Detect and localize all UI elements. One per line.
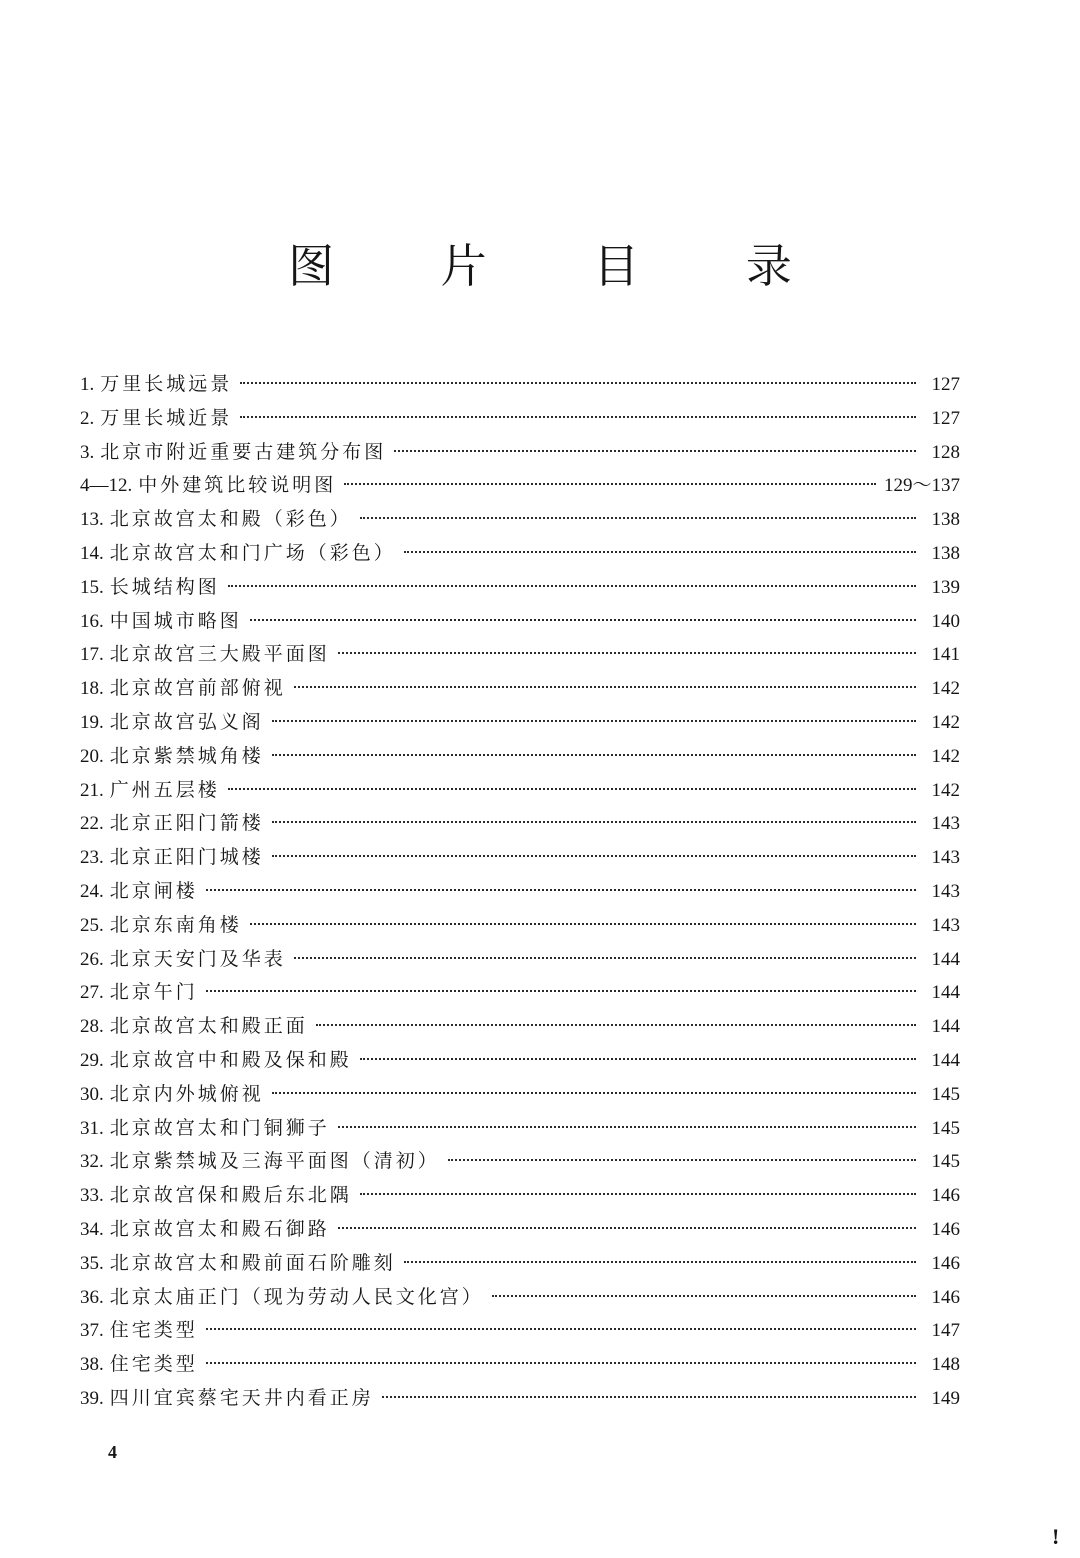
dot-leader [294,686,916,688]
entry-page: 145 [931,1083,960,1105]
dot-leader [272,1092,916,1094]
entry-page: 146 [931,1252,960,1274]
entry-title: 北京故宫前部俯视 [109,677,286,700]
toc-entry [80,1213,960,1247]
toc-entry [80,807,960,841]
entry-title: 北京故宫太和殿正面 [109,1015,308,1038]
dot-leader [206,1328,916,1330]
entry-number: 36. [80,1286,104,1308]
toc-entry [80,740,960,774]
entry-title: 住宅类型 [109,1353,198,1376]
entry-number: 16. [80,610,104,632]
entry-title: 北京内外城俯视 [109,1082,264,1105]
toc-entry [80,976,960,1010]
entry-page: 143 [931,880,960,902]
entry-page: 144 [931,1049,960,1071]
dot-leader [250,923,916,925]
margin-mark: ! [1052,1524,1060,1549]
entry-page: 144 [931,948,960,970]
entry-title: 中国城市略图 [109,609,242,632]
entry-number: 14. [80,542,104,564]
entry-page: 145 [931,1117,960,1139]
toc-entry [80,402,960,436]
dot-leader [338,1227,916,1229]
entry-title: 北京故宫保和殿后东北隅 [109,1184,352,1207]
entry-title: 北京故宫中和殿及保和殿 [109,1048,352,1071]
entry-page: 143 [931,813,960,835]
entry-page: 127 [931,407,960,429]
entry-number: 27. [80,982,104,1004]
entry-number: 25. [80,914,104,936]
entry-number: 31. [80,1117,104,1139]
dot-leader [404,1261,916,1263]
dot-leader [206,889,916,891]
entry-number: 13. [80,509,104,531]
entry-page: 139 [931,576,960,598]
entry-title: 北京故宫太和殿石御路 [109,1217,330,1240]
entry-number: 22. [80,813,104,835]
entry-page: 141 [931,644,960,666]
toc-entry [80,1348,960,1382]
entry-number: 35. [80,1252,104,1274]
dot-leader [316,1024,916,1026]
toc-entry [80,706,960,740]
entry-title: 北京故宫三大殿平面图 [109,643,330,666]
entry-number: 21. [80,779,104,801]
page-number: 4 [108,1442,117,1462]
toc-entry [80,638,960,672]
entry-page: 142 [931,745,960,767]
entry-page: 149 [931,1387,960,1409]
dot-leader [228,585,916,587]
entry-page: 144 [931,982,960,1004]
entry-number: 20. [80,745,104,767]
dot-leader [272,821,916,823]
entry-page: 147 [931,1320,960,1342]
dot-leader [492,1295,916,1297]
entry-number: 28. [80,1016,104,1038]
entry-title: 万里长城近景 [100,406,233,429]
toc-entry [80,943,960,977]
entry-number: 19. [80,711,104,733]
entry-number: 38. [80,1354,104,1376]
toc-entry [80,571,960,605]
entry-number: 18. [80,678,104,700]
toc-entry [80,1145,960,1179]
entry-number: 32. [80,1151,104,1173]
toc-entry [80,875,960,909]
entry-title: 北京午门 [109,981,198,1004]
entry-number: 34. [80,1218,104,1240]
dot-leader [206,1362,916,1364]
entry-title: 北京太庙正门（现为劳动人民文化宫） [109,1285,484,1308]
entry-page: 145 [931,1151,960,1173]
entry-page: 146 [931,1218,960,1240]
toc-entry [80,368,960,402]
entry-page: 146 [931,1185,960,1207]
dot-leader [360,517,916,519]
entry-title: 四川宜宾蔡宅天井内看正房 [109,1386,374,1409]
toc-entry [80,436,960,470]
dot-leader [394,450,916,452]
entry-title: 住宅类型 [109,1319,198,1342]
entry-number: 24. [80,880,104,902]
entry-page: 128 [931,441,960,463]
entry-page: 129～137 [883,475,960,497]
entry-title: 北京故宫弘义阁 [109,710,264,733]
entry-number: 2. [80,407,95,429]
dot-leader [338,652,916,654]
toc-entry [80,1044,960,1078]
entry-title: 长城结构图 [109,575,220,598]
entry-number: 37. [80,1320,104,1342]
toc-entry [80,1010,960,1044]
toc-entry [80,503,960,537]
entry-title: 北京正阳门箭楼 [109,812,264,835]
toc-entry [80,469,960,503]
entry-title: 广州五层楼 [109,778,220,801]
entry-title: 北京故宫太和殿前面石阶雕刻 [109,1251,396,1274]
dot-leader [250,619,916,621]
entry-number: 30. [80,1083,104,1105]
entry-number: 17. [80,644,104,666]
entry-number: 1. [80,374,95,395]
entry-page: 143 [931,847,960,869]
dot-leader [404,551,916,553]
entry-title: 中外建筑比较说明图 [138,474,337,497]
entry-title: 北京天安门及华表 [109,947,286,970]
page-title: 图 片 目 录 [288,238,838,293]
entry-title: 北京紫禁城及三海平面图（清初） [109,1150,440,1173]
dot-leader [344,483,876,485]
dot-leader [228,788,916,790]
entry-number: 29. [80,1049,104,1071]
entry-page: 138 [931,509,960,531]
entry-number: 4—12. [80,475,133,497]
toc-entry [80,1179,960,1213]
toc-entry [80,537,960,571]
dot-leader [272,855,916,857]
entry-number: 39. [80,1387,104,1409]
entry-page: 146 [931,1286,960,1308]
dot-leader [360,1193,916,1195]
entry-number: 26. [80,948,104,970]
entry-number: 3. [80,441,95,463]
entry-page: 140 [931,610,960,632]
entry-title: 北京闸楼 [109,879,198,902]
toc-entry [80,1078,960,1112]
dot-leader [448,1159,916,1161]
entry-title: 北京故宫太和殿（彩色） [109,508,352,531]
dot-leader [240,416,916,418]
toc-entry [80,605,960,639]
toc-entry [80,1247,960,1281]
dot-leader [272,754,916,756]
toc-entry [80,1314,960,1348]
toc-entry [80,1382,960,1416]
entry-number: 15. [80,576,104,598]
toc-entry [80,909,960,943]
dot-leader [360,1058,916,1060]
entry-title: 北京故宫太和门广场（彩色） [109,541,396,564]
toc-entry [80,774,960,808]
entry-page: 142 [931,779,960,801]
entry-page: 142 [931,678,960,700]
entry-title: 北京正阳门城楼 [109,846,264,869]
entry-page: 127 [931,374,960,395]
dot-leader [338,1126,916,1128]
entry-title: 北京东南角楼 [109,913,242,936]
dot-leader [206,990,916,992]
toc-entry [80,672,960,706]
toc-entry [80,1112,960,1146]
entry-page: 148 [931,1354,960,1376]
dot-leader [294,957,916,959]
dot-leader [272,720,916,722]
entry-page: 138 [931,542,960,564]
toc-entry [80,1281,960,1315]
entry-title: 万里长城远景 [100,373,233,395]
entry-page: 144 [931,1016,960,1038]
entry-title: 北京故宫太和门铜狮子 [109,1116,330,1139]
entry-number: 33. [80,1185,104,1207]
entry-page: 142 [931,711,960,733]
toc-entry [80,841,960,875]
dot-leader [382,1396,916,1398]
entry-number: 23. [80,847,104,869]
entry-page: 143 [931,914,960,936]
entry-title: 北京紫禁城角楼 [109,744,264,767]
figure-list [80,368,960,1416]
entry-title: 北京市附近重要古建筑分布图 [100,440,387,463]
dot-leader [240,382,916,384]
